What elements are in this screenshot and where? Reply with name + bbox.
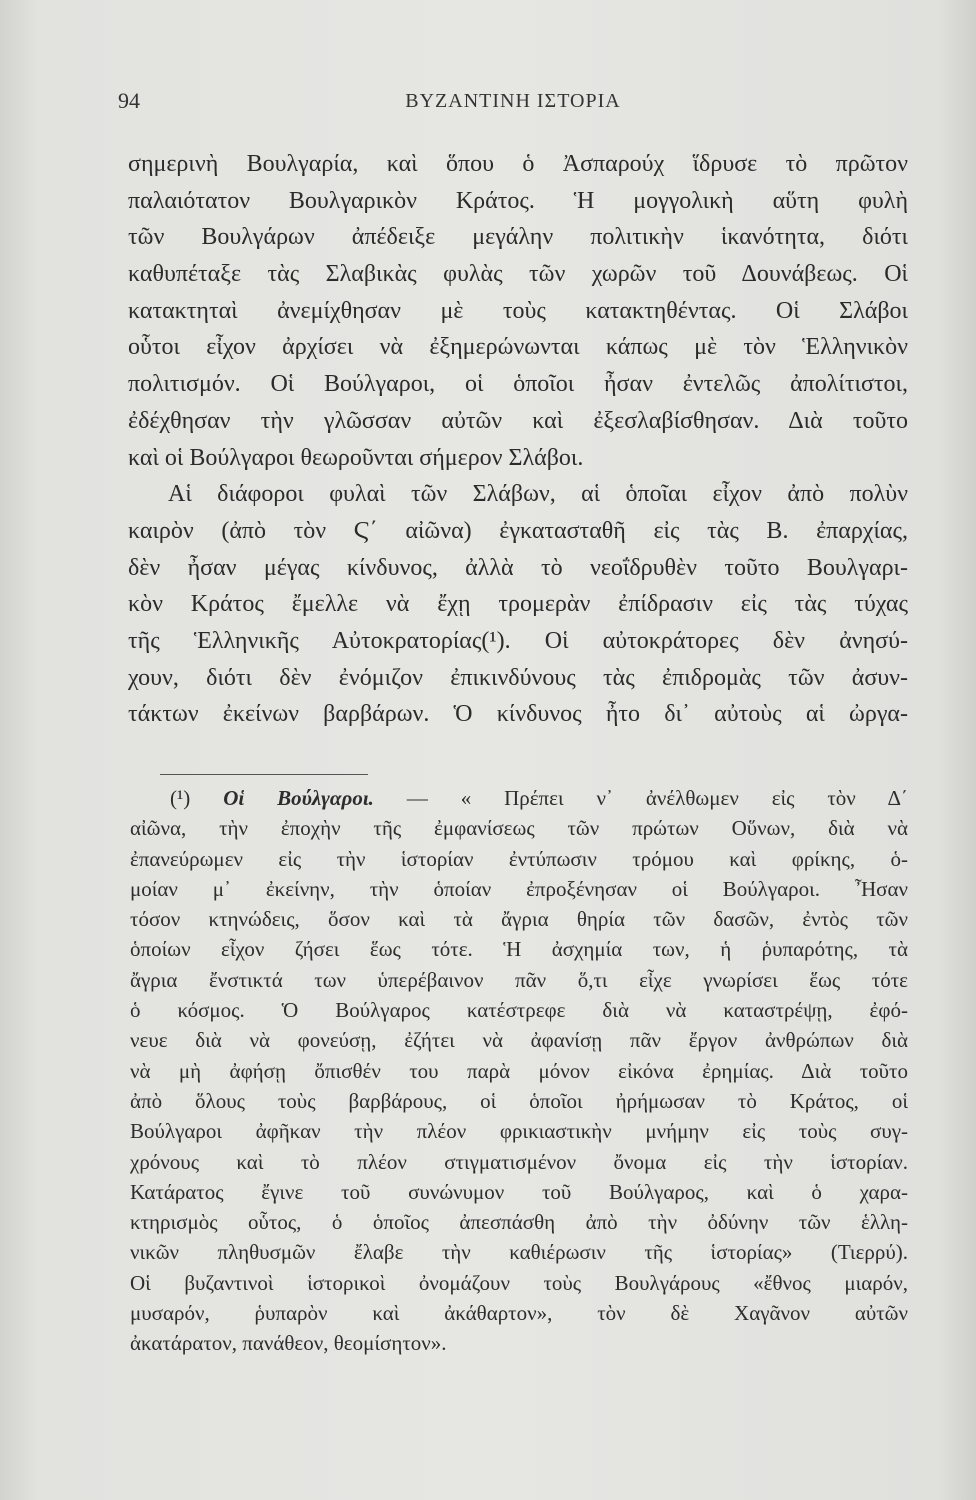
body-line: καὶ οἱ Βούλγαροι θεωροῦνται σήμερον Σλάβοι. [128, 444, 584, 471]
body-line: κατακτηταὶ ἀνεμίχθησαν μὲ τοὺς κατακτηθέντας. Οἱ Σλάβοι [128, 297, 908, 324]
footnote-line: ἀπὸ ὅλους τοὺς βαρβάρους, οἱ ὁποῖοι ἠρήμωσαν τὸ Κράτος, οἱ [130, 1088, 908, 1113]
footnote-first-line [130, 783, 908, 813]
footnote-line: μοίαν μ᾿ ἐκείνην, τὴν ὁποίαν ἐπροξένησαν οἱ Βούλγαροι. Ἦσαν [130, 876, 908, 901]
body-line: παλαιότατον Βουλγαρικὸν Κράτος. Ἡ μογγολικὴ αὕτη φυλὴ [128, 187, 908, 214]
footnote-separator [160, 774, 368, 775]
footnote-line: ἀκατάρατον, πανάθεον, θεομίσητον». [130, 1331, 447, 1356]
footnote [130, 783, 908, 1359]
body-line: τῶν Βουλγάρων ἀπέδειξε μεγάλην πολιτικὴν ἱκανότητα, διότι [128, 224, 908, 251]
footnote-line: τόσον κτηνώδεις, ὅσον καὶ τὰ ἄγρια θηρία τῶν δασῶν, ἐντὸς τῶν [130, 907, 908, 932]
footnote-marker: (¹) [170, 786, 191, 810]
page-number: 94 [118, 88, 140, 113]
body-line: ἐδέχθησαν τὴν γλῶσσαν αὐτῶν καὶ ἐξεσλαβίσθησαν. Διὰ τοῦτο [128, 407, 908, 434]
footnote-line: χρόνους καὶ τὸ πλέον στιγματισμένον ὄνομα εἰς τὴν ἱστορίαν. [130, 1149, 908, 1174]
footnote-line: ὁ κόσμος. Ὁ Βούλγαρος κατέστρεφε διὰ νὰ καταστρέψῃ, ἐφό- [130, 998, 908, 1023]
body-line: καθυπέταξε τὰς Σλαβικὰς φυλὰς τῶν χωρῶν τοῦ Δουνάβεως. Οἱ [128, 261, 908, 288]
body-line: Αἱ διάφοροι φυλαὶ τῶν Σλάβων, αἱ ὁποῖαι εἶχον ἀπὸ πολὺν [168, 481, 908, 508]
footnote-line: Βούλγαροι ἀφῆκαν τὴν πλέον φρικιαστικὴν μνήμην εἰς τοὺς συγ- [130, 1119, 908, 1144]
footnote-line: ἄγρια ἔνστικτά των ὑπερέβαινον πᾶν ὅ,τι εἶχε γνωρίσει ἕως τότε [130, 967, 908, 992]
footnote-line: αἰῶνα, τὴν ἐποχὴν τῆς ἐμφανίσεως τῶν πρώτων Οὕνων, διὰ νὰ [130, 816, 908, 841]
footnote-line: ἐπανεύρωμεν εἰς τὴν ἱστορίαν ἐντύπωσιν τρόμου καὶ φρίκης, ὁ- [130, 846, 908, 871]
body-line: πολιτισμόν. Οἱ Βούλγαροι, οἱ ὁποῖοι ἦσαν ἐντελῶς ἀπολίτιστοι, [128, 371, 908, 398]
footnote-line: μυσαρόν, ῥυπαρὸν καὶ ἀκάθαρτον», τὸν δὲ Χαγᾶνον αὐτῶν [130, 1301, 908, 1326]
body-line: δὲν ἦσαν μέγας κίνδυνος, ἀλλὰ τὸ νεοΐδρυθὲν τοῦτο Βουλγαρι- [128, 554, 908, 581]
body-line: κὸν Κράτος ἔμελλε νὰ ἔχῃ τρομερὰν ἐπίδρασιν εἰς τὰς τύχας [128, 591, 908, 618]
running-title: ΒΥΖΑΝΤΙΝΗ ΙΣΤΟΡΙΑ [405, 90, 621, 112]
footnote-line: νὰ μὴ ἀφήσῃ ὄπισθέν του παρὰ μόνον εἰκόνα ἐρημίας. Διὰ τοῦτο [130, 1058, 908, 1083]
footnote-line: — « Πρέπει ν᾿ ἀνέλθωμεν εἰς τὸν Δ΄ [406, 786, 909, 810]
footnote-title: Οἱ Βούλγαροι. [223, 786, 374, 810]
body-line: οὗτοι εἶχον ἀρχίσει νὰ ἐξημερώνωνται κάπως μὲ τὸν Ἑλληνικὸν [128, 334, 908, 361]
footnote-line: ὁποίων εἶχον ζήσει ἕως τότε. Ἡ ἀσχημία των, ἡ ῥυπαρότης, τὰ [130, 937, 908, 962]
footnote-line: νικῶν πληθυσμῶν ἔλαβε τὴν καθιέρωσιν τῆς ἱστορίας» (Τιερρύ). [130, 1240, 908, 1265]
body-line: τάκτων ἐκείνων βαρβάρων. Ὁ κίνδυνος ἦτο δι᾿ αὐτοὺς αἱ ὠργα- [128, 701, 908, 728]
body-line: χουν, διότι δὲν ἐνόμιζον ἐπικινδύνους τὰς ἐπιδρομὰς τῶν ἀσυν- [128, 664, 908, 691]
page-header [118, 88, 908, 122]
footnote-line: Οἱ βυζαντινοὶ ἱστορικοὶ ὀνομάζουν τοὺς Βουλγάρους «ἔθνος μιαρόν, [130, 1270, 908, 1295]
body-line: τῆς Ἑλληνικῆς Αὐτοκρατορίας(¹). Οἱ αὐτοκράτορες δὲν ἀνησύ- [128, 627, 908, 654]
body-line: σημερινὴ Βουλγαρία, καὶ ὅπου ὁ Ἀσπαρούχ ἵδρυσε τὸ πρῶτον [128, 151, 908, 177]
footnote-line: νευε διὰ νὰ φονεύσῃ, ἐζήτει νὰ ἀφανίσῃ πᾶν ἔργον ἀνθρώπων διὰ [130, 1028, 908, 1053]
body-text [128, 146, 908, 733]
footnote-line: Κατάρατος ἔγινε τοῦ συνώνυμον τοῦ Βούλγαρος, καὶ ὁ χαρα- [130, 1179, 908, 1204]
footnote-line: κτηρισμὸς οὗτος, ὁ ὁποῖος ἀπεσπάσθη ἀπὸ τὴν ὀδύνην τῶν ἑλλη- [130, 1210, 908, 1235]
body-line: καιρὸν (ἀπὸ τὸν Ϛ΄ αἰῶνα) ἐγκατασταθῆ εἰς τὰς Β. ἐπαρχίας, [128, 517, 908, 544]
